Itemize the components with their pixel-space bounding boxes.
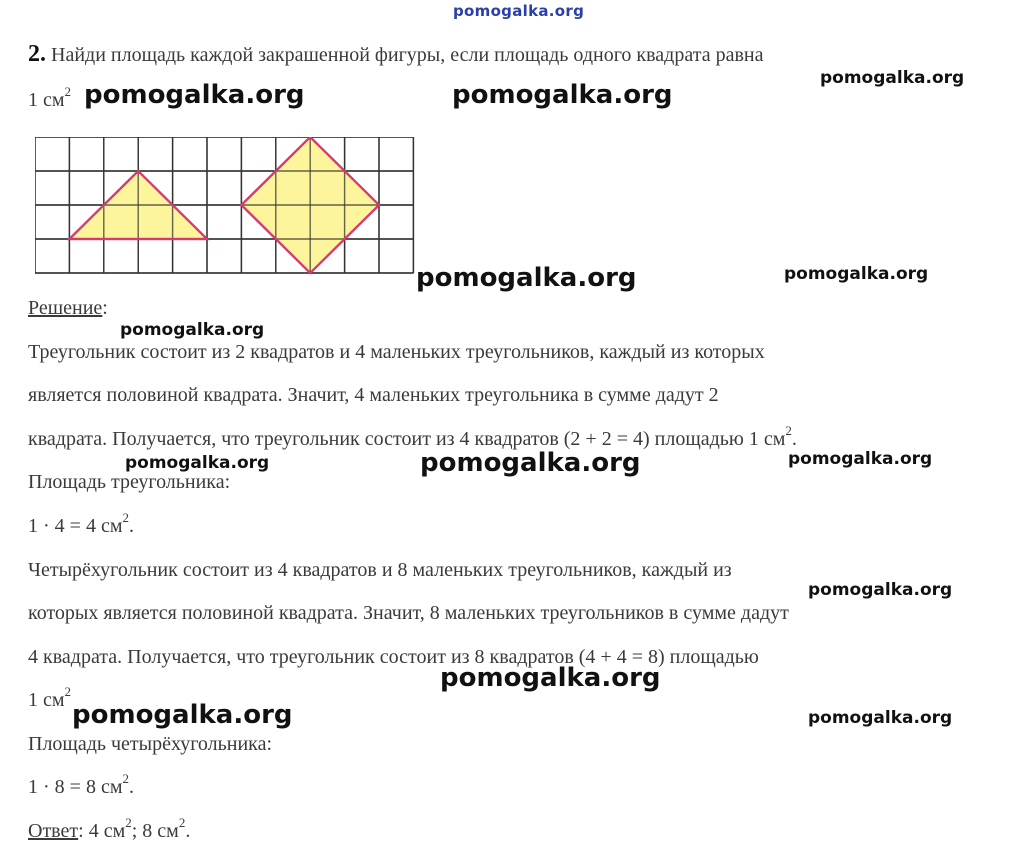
solution-p1-line3: квадрата. Получается, что треугольник состоит из 4 квадратов (2 + 2 = 4) площадью 1 $см^2$.	[28, 423, 797, 450]
task-number: 2.	[28, 41, 46, 67]
watermark: pomogalka.org	[420, 448, 641, 478]
answer-line: Ответ: 4 $см^2$; 8 $см^2$.	[28, 815, 191, 842]
watermark-top: pomogalka.org	[453, 2, 585, 20]
watermark: pomogalka.org	[440, 663, 661, 693]
grid-figure	[35, 137, 415, 277]
solution-heading: Решение:	[28, 297, 108, 319]
solution-p2-line3: 4 квадрата. Получается, что треугольник состоит из 8 квадратов (4 + 4 = 8) площадью	[28, 646, 759, 668]
solution-p2-line4: 1 $см^2$	[28, 684, 72, 711]
solution-p2-line2: которых является половиной квадрата. Значит, 8 маленьких треугольников в сумме дадут	[28, 602, 789, 624]
quad-area-calc: 1 · 8 = 8 $см^2$.	[28, 771, 134, 798]
solution-p1-line1: Треугольник состоит из 2 квадратов и 4 маленьких треугольников, каждый из которых	[28, 341, 765, 363]
task-line-2: 1 $см^2$	[28, 84, 72, 111]
watermark: pomogalka.org	[808, 708, 953, 728]
task-line-1	[28, 42, 763, 67]
triangle-area-calc: 1 · 4 = 4 $см^2$.	[28, 510, 134, 537]
watermark: pomogalka.org	[416, 263, 637, 293]
watermark: pomogalka.org	[84, 80, 305, 110]
quad-area-label: Площадь четырёхугольника:	[28, 733, 273, 755]
watermark: pomogalka.org	[808, 580, 953, 600]
task-text: Найди площадь каждой закрашенной фигуры, если площадь одного квадрата равна	[51, 44, 764, 66]
watermark: pomogalka.org	[788, 449, 933, 469]
triangle-area-label: Площадь треугольника:	[28, 471, 231, 493]
watermark: pomogalka.org	[72, 700, 293, 730]
watermark: pomogalka.org	[120, 320, 265, 340]
watermark: pomogalka.org	[452, 80, 673, 110]
watermark: pomogalka.org	[784, 264, 929, 284]
solution-p1-line2: является половиной квадрата. Значит, 4 маленьких треугольника в сумме дадут 2	[28, 384, 719, 406]
solution-p2-line1: Четырёхугольник состоит из 4 квадратов и 8 маленьких треугольников, каждый из	[28, 559, 732, 581]
watermark: pomogalka.org	[820, 68, 965, 88]
watermark: pomogalka.org	[125, 453, 270, 473]
grid-lines-overlay	[35, 137, 413, 273]
